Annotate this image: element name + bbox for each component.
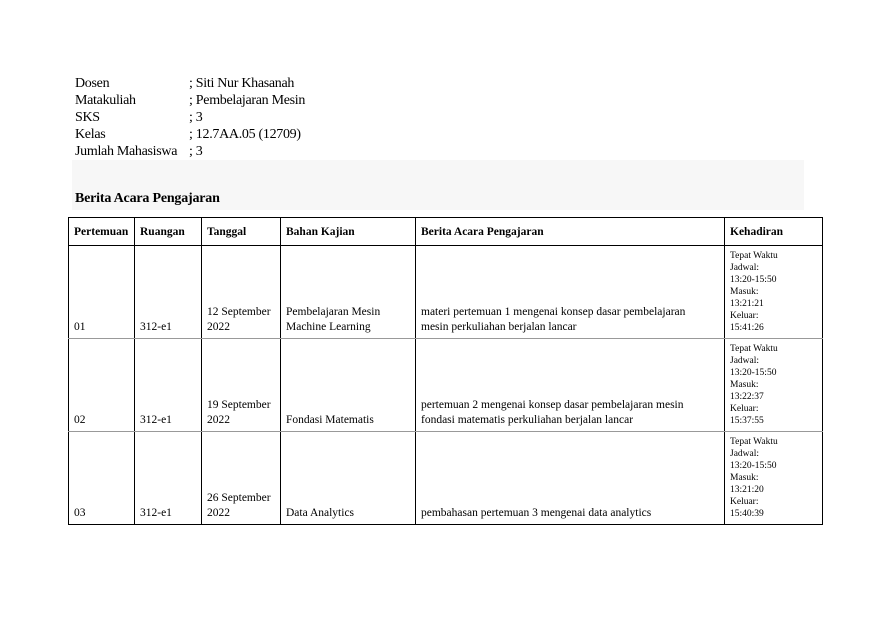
kehadiran-line: 13:21:20	[730, 485, 764, 495]
header-bahan-kajian: Bahan Kajian	[281, 218, 416, 246]
cell-kehadiran	[725, 246, 823, 339]
cell-kehadiran	[725, 432, 823, 525]
kehadiran-line: 13:20-15:50	[730, 275, 777, 285]
cell-berita-acara	[416, 339, 725, 432]
table-row	[69, 432, 823, 525]
table-row	[69, 339, 823, 432]
kehadiran-line: Keluar:	[730, 311, 759, 321]
cell-pertemuan: 03	[69, 432, 135, 525]
table-row	[69, 246, 823, 339]
cell-berita-acara	[416, 246, 725, 339]
kehadiran-line: Masuk:	[730, 287, 759, 297]
kehadiran-line: 15:40:39	[730, 509, 764, 519]
kehadiran-line: Tepat Waktu	[730, 251, 778, 261]
kehadiran-line: 15:41:26	[730, 323, 764, 333]
section-title: Berita Acara Pengajaran	[75, 191, 220, 206]
info-label: SKS	[75, 110, 100, 125]
course-info	[75, 75, 305, 160]
info-label: Matakuliah	[75, 93, 136, 108]
kehadiran-line: Jadwal:	[730, 263, 760, 273]
bahan-line: Data Analytics	[286, 507, 355, 519]
kehadiran-line: 13:20-15:50	[730, 368, 777, 378]
cell-bahan-kajian	[281, 432, 416, 525]
kehadiran-line: 13:20-15:50	[730, 461, 777, 471]
header-pertemuan: Pertemuan	[69, 218, 135, 246]
kehadiran-line: Tepat Waktu	[730, 344, 778, 354]
info-value: ; Pembelajaran Mesin	[189, 93, 306, 108]
cell-berita-acara	[416, 432, 725, 525]
kehadiran-line: 13:22:37	[730, 392, 764, 402]
kehadiran-line: Jadwal:	[730, 356, 760, 366]
info-label: Dosen	[75, 76, 110, 91]
info-row-matakuliah	[75, 92, 305, 109]
tanggal-line: 2022	[207, 507, 230, 519]
cell-bahan-kajian	[281, 339, 416, 432]
cell-bahan-kajian	[281, 246, 416, 339]
info-value: ; 3	[189, 144, 203, 159]
cell-pertemuan: 01	[69, 246, 135, 339]
kehadiran-line: Keluar:	[730, 404, 759, 414]
kehadiran-line: Masuk:	[730, 473, 759, 483]
cell-ruangan: 312-e1	[135, 432, 202, 525]
berita-line: mesin perkuliahan berjalan lancar	[421, 321, 577, 333]
header-tanggal: Tanggal	[202, 218, 281, 246]
info-row-sks	[75, 109, 305, 126]
kehadiran-line: Keluar:	[730, 497, 759, 507]
cell-pertemuan: 02	[69, 339, 135, 432]
info-row-jumlah-mahasiswa	[75, 143, 305, 160]
cell-kehadiran	[725, 339, 823, 432]
info-row-kelas	[75, 126, 305, 143]
kehadiran-line: Jadwal:	[730, 449, 760, 459]
bahan-line: Machine Learning	[286, 321, 371, 333]
tanggal-line: 12 September	[207, 306, 271, 318]
cell-tanggal	[202, 339, 281, 432]
berita-line: materi pertemuan 1 mengenai konsep dasar pembelajaran	[421, 306, 686, 318]
tanggal-line: 2022	[207, 414, 230, 426]
cell-tanggal	[202, 432, 281, 525]
tanggal-line: 19 September	[207, 399, 271, 411]
kehadiran-line: Tepat Waktu	[730, 437, 778, 447]
cell-ruangan: 312-e1	[135, 246, 202, 339]
berita-acara-table	[68, 217, 823, 525]
table-header-row	[69, 218, 823, 246]
cell-ruangan: 312-e1	[135, 339, 202, 432]
info-value: ; 3	[189, 110, 203, 125]
header-kehadiran: Kehadiran	[725, 218, 823, 246]
kehadiran-line: 15:37:55	[730, 416, 764, 426]
bahan-line: Pembelajaran Mesin	[286, 306, 381, 318]
info-row-dosen	[75, 75, 305, 92]
tanggal-line: 2022	[207, 321, 230, 333]
berita-line: fondasi matematis perkuliahan berjalan lancar	[421, 414, 634, 426]
berita-line: pertemuan 2 mengenai konsep dasar pembelajaran mesin	[421, 399, 684, 411]
berita-line: pembahasan pertemuan 3 mengenai data analytics	[421, 507, 652, 519]
tanggal-line: 26 September	[207, 492, 271, 504]
cell-tanggal	[202, 246, 281, 339]
info-value: ; Siti Nur Khasanah	[189, 76, 295, 91]
bahan-line: Fondasi Matematis	[286, 414, 374, 426]
kehadiran-line: Masuk:	[730, 380, 759, 390]
info-label: Kelas	[75, 127, 106, 142]
header-ruangan: Ruangan	[135, 218, 202, 246]
info-value: ; 12.7AA.05 (12709)	[189, 127, 301, 142]
header-berita-acara: Berita Acara Pengajaran	[416, 218, 725, 246]
info-label: Jumlah Mahasiswa	[75, 144, 178, 159]
kehadiran-line: 13:21:21	[730, 299, 764, 309]
